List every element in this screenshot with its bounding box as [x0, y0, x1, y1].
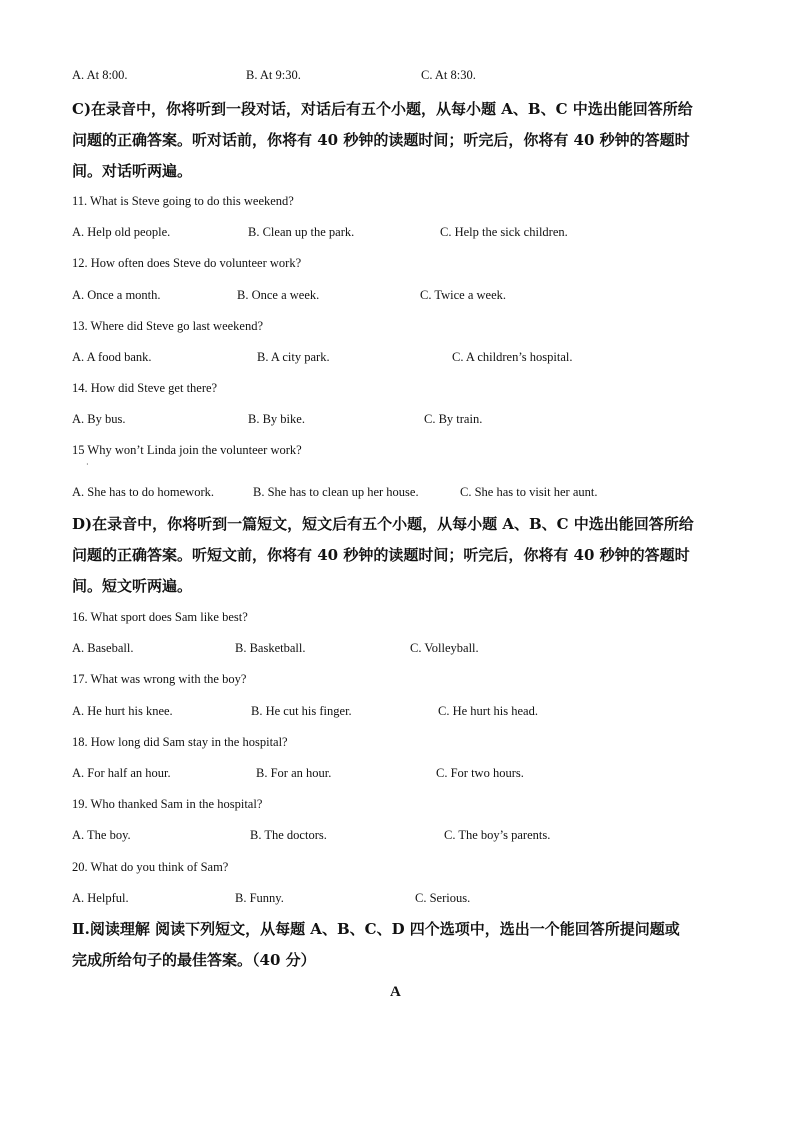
instruction-line: D)在录音中，你将听到一篇短文，短文后有五个小题，从每小题 A、B、C 中选出能回答所给 [72, 515, 694, 533]
instruction-line: 问题的正确答案。听对话前，你将有 40 秒钟的读题时间；听完后，你将有 40 秒钟的答题时 [72, 131, 690, 149]
question-13: 13. Where did Steve go last weekend? [72, 319, 264, 333]
option-b: B. For an hour. [256, 766, 332, 780]
option-b: B. Funny. [235, 891, 284, 905]
q18-options [72, 766, 672, 784]
q14-options [72, 412, 672, 430]
option-a: A. Baseball. [72, 641, 134, 655]
section-ii-instructions [72, 914, 724, 976]
option-a: A. Once a month. [72, 288, 161, 302]
instruction-line: 间。对话听两遍。 [72, 162, 193, 180]
option-a: A. At 8:00. [72, 68, 128, 82]
option-c: C. She has to visit her aunt. [460, 485, 598, 499]
instruction-line: C)在录音中，你将听到一段对话，对话后有五个小题，从每小题 A、B、C 中选出能回答所给 [72, 100, 693, 118]
section-d-instructions [72, 509, 724, 602]
question-14: 14. How did Steve get there? [72, 381, 218, 395]
q19-options [72, 828, 672, 846]
q16-options [72, 641, 672, 659]
option-b: B. A city park. [257, 350, 330, 364]
question-11: 11. What is Steve going to do this weekend? [72, 194, 294, 208]
option-c: C. The boy’s parents. [444, 828, 551, 842]
section-c-instructions [72, 94, 724, 187]
instruction-line: 完成所给句子的最佳答案。（40 分） [72, 951, 316, 969]
option-a: A. Helpful. [72, 891, 129, 905]
option-a: A. By bus. [72, 412, 126, 426]
question-17: 17. What was wrong with the boy? [72, 672, 247, 686]
question-19: 19. Who thanked Sam in the hospital? [72, 797, 263, 811]
option-b: B. Clean up the park. [248, 225, 355, 239]
q17-options [72, 704, 672, 722]
question-18: 18. How long did Sam stay in the hospital? [72, 735, 288, 749]
question-20: 20. What do you think of Sam? [72, 860, 229, 874]
q20-options [72, 891, 672, 909]
q15-options [72, 485, 692, 503]
option-b: B. He cut his finger. [251, 704, 352, 718]
option-b: B. At 9:30. [246, 68, 301, 82]
option-c: C. By train. [424, 412, 483, 426]
question-15: 15 Why won’t Linda join the volunteer work? [72, 443, 302, 457]
instruction-line: 间。短文听两遍。 [72, 577, 193, 595]
question-16: 16. What sport does Sam like best? [72, 610, 248, 624]
option-c: C. A children’s hospital. [452, 350, 573, 364]
passage-label: A [390, 984, 401, 1000]
instruction-line: 问题的正确答案。听短文前，你将有 40 秒钟的读题时间；听完后，你将有 40 秒钟的答题时 [72, 546, 690, 564]
option-b: B. By bike. [248, 412, 305, 426]
q12-options [72, 288, 672, 306]
option-a: A. A food bank. [72, 350, 152, 364]
option-c: C. For two hours. [436, 766, 524, 780]
option-b: B. The doctors. [250, 828, 327, 842]
option-c: C. Volleyball. [410, 641, 479, 655]
option-c: C. Serious. [415, 891, 471, 905]
option-c: C. He hurt his head. [438, 704, 538, 718]
option-c: C. Twice a week. [420, 288, 507, 302]
option-a: A. He hurt his knee. [72, 704, 173, 718]
option-a: A. Help old people. [72, 225, 171, 239]
option-b: B. She has to clean up her house. [253, 485, 419, 499]
stray-mark: · [86, 460, 89, 469]
q11-options [72, 225, 672, 243]
option-c: C. Help the sick children. [440, 225, 568, 239]
instruction-line: Ⅱ.阅读理解 阅读下列短文，从每题 A、B、C、D 四个选项中，选出一个能回答所提问题或 [72, 920, 680, 938]
option-a: A. The boy. [72, 828, 131, 842]
option-b: B. Once a week. [237, 288, 320, 302]
q13-options [72, 350, 672, 368]
option-a: A. She has to do homework. [72, 485, 214, 499]
option-c: C. At 8:30. [421, 68, 476, 82]
question-12: 12. How often does Steve do volunteer work? [72, 256, 302, 270]
q10-options [72, 68, 672, 86]
option-b: B. Basketball. [235, 641, 306, 655]
option-a: A. For half an hour. [72, 766, 171, 780]
